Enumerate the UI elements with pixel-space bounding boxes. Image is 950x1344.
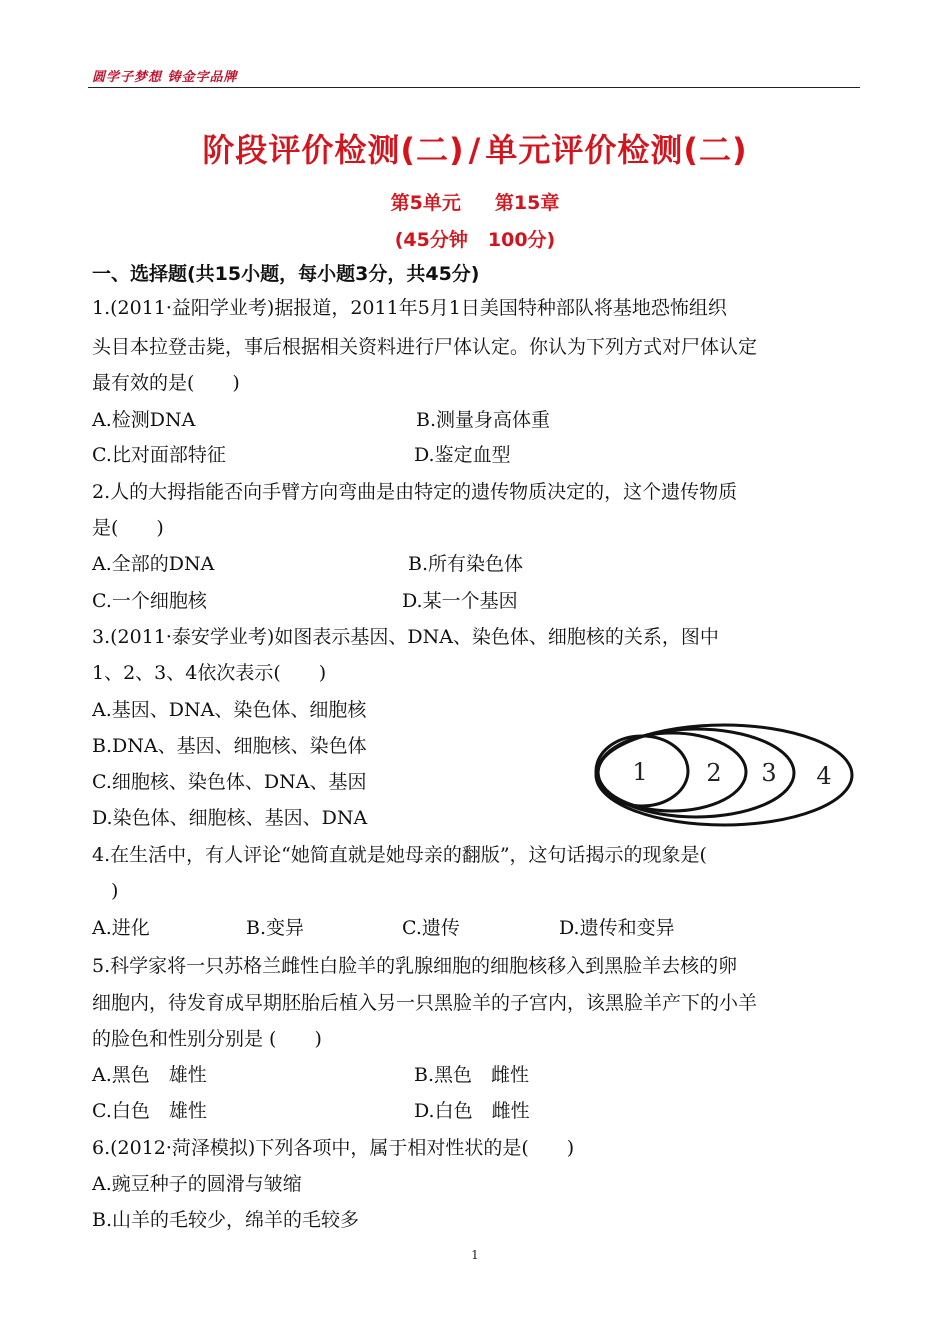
q3-option-a: A.基因、DNA、染色体、细胞核	[92, 699, 367, 721]
q4-line-2: )	[92, 880, 119, 902]
q6-line-1: 6.(2012·菏泽模拟)下列各项中，属于相对性状的是( )	[92, 1137, 575, 1159]
q1-option-c: C.比对面部特征	[92, 444, 226, 466]
q2-option-d: D.某一个基因	[402, 590, 518, 612]
q3-option-c: C.细胞核、染色体、DNA、基因	[92, 771, 367, 793]
subtitle-unit: 第5单元	[390, 192, 461, 214]
ellipse-label-1: 1	[632, 758, 648, 786]
ellipse-label-2: 2	[706, 759, 722, 787]
subtitle-score: 100分)	[487, 229, 556, 251]
q5-line-2: 细胞内，待发育成早期胚胎后植入另一只黑脸羊的子宫内，该黑脸羊产下的小羊	[92, 992, 758, 1014]
q4-option-c: C.遗传	[402, 917, 460, 939]
header-rule	[88, 87, 860, 88]
page-title	[0, 125, 950, 171]
q3-line-1: 3.(2011·泰安学业考)如图表示基因、DNA、染色体、细胞核的关系，图中	[92, 626, 719, 648]
subtitle-duration: (45分钟	[394, 229, 468, 251]
q5-option-d: D.白色 雌性	[414, 1100, 530, 1122]
q3-option-b: B.DNA、基因、细胞核、染色体	[92, 735, 367, 757]
q4-option-b: B.变异	[246, 917, 305, 939]
title-stage: 阶段评价检测(二)	[202, 131, 465, 169]
q1-line-3: 最有效的是( )	[92, 372, 240, 394]
q5-option-c: C.白色 雄性	[92, 1100, 207, 1122]
header-slogan: 圆学子梦想 铸金字品牌	[92, 70, 238, 85]
q1-line-2: 头目本拉登击毙，事后根据相关资料进行尸体认定。你认为下列方式对尸体认定	[92, 336, 758, 358]
q6-option-a: A.豌豆种子的圆滑与皱缩	[92, 1173, 302, 1195]
q4-option-d: D.遗传和变异	[559, 917, 675, 939]
q3-option-d: D.染色体、细胞核、基因、DNA	[92, 807, 368, 829]
q1-option-b: B.测量身高体重	[416, 409, 551, 431]
q1-line-1: 1.(2011·益阳学业考)据报道，2011年5月1日美国特种部队将基地恐怖组织	[92, 297, 727, 319]
q4-option-a: A.进化	[92, 917, 150, 939]
nested-ellipses-diagram	[590, 720, 860, 830]
title-unit: 单元评价检测(二)	[485, 131, 748, 169]
q2-option-c: C.一个细胞核	[92, 590, 207, 612]
q5-option-a: A.黑色 雄性	[92, 1064, 207, 1086]
q2-line-2: 是( )	[92, 517, 164, 539]
q3-line-2: 1、2、3、4依次表示( )	[92, 662, 327, 684]
q5-line-1: 5.科学家将一只苏格兰雌性白脸羊的乳腺细胞的细胞核移入到黑脸羊去核的卵	[92, 955, 738, 977]
q4-line-1: 4.在生活中，有人评论“她简直就是她母亲的翻版”，这句话揭示的现象是(	[92, 844, 707, 866]
page-number: 1	[471, 1248, 479, 1262]
q5-line-3: 的脸色和性别分别是 ( )	[92, 1028, 322, 1050]
ellipse-label-4: 4	[816, 762, 832, 790]
subtitle-time	[0, 225, 950, 252]
q2-line-1: 2.人的大拇指能否向手臂方向弯曲是由特定的遗传物质决定的，这个遗传物质	[92, 481, 738, 503]
subtitle-chapter: 第15章	[494, 192, 560, 214]
q2-option-b: B.所有染色体	[408, 553, 524, 575]
q1-option-d: D.鉴定血型	[414, 444, 511, 466]
q6-option-b: B.山羊的毛较少，绵羊的毛较多	[92, 1209, 360, 1231]
title-slash: /	[468, 131, 482, 169]
subtitle-scope	[0, 188, 950, 215]
q5-option-b: B.黑色 雌性	[414, 1064, 530, 1086]
section-heading: 一、选择题(共15小题，每小题3分，共45分)	[92, 263, 480, 285]
q1-option-a: A.检测DNA	[92, 409, 196, 431]
q2-option-a: A.全部的DNA	[92, 553, 215, 575]
ellipse-label-3: 3	[761, 759, 777, 787]
